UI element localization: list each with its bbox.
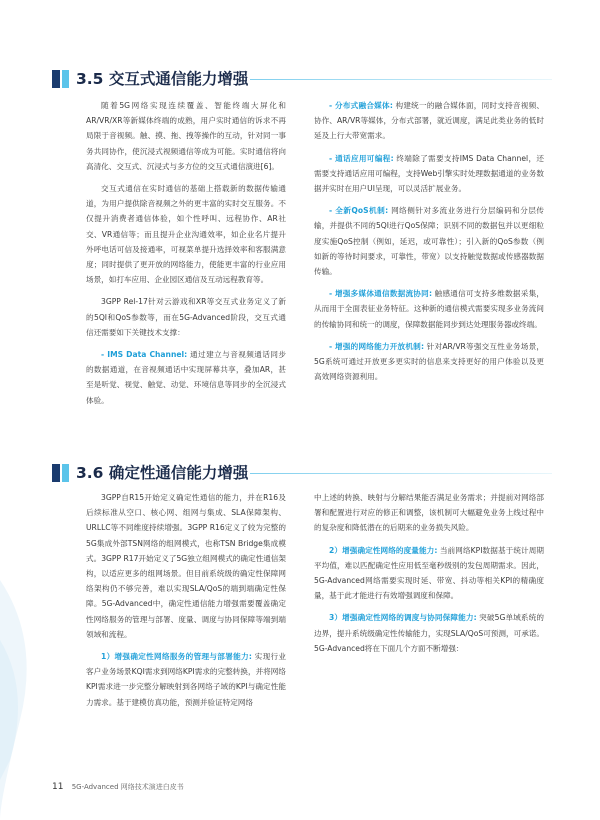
paragraph-text: 3GPP Rel-17针对云游戏和XR等交互式业务定义了新的5QI和QoS参数等，而在5G-Advanced阶段，交互式通信还需要如下关键技术支撑： xyxy=(86,297,286,337)
bullet-label: 2）增强确定性网络的度量能力: xyxy=(329,545,438,555)
section-title: 3.5 交互式通信能力增强 xyxy=(76,70,249,88)
bullet-label: - 增强多媒体通信数据流协同: xyxy=(329,289,432,299)
paragraph-text: 交互式通信在实时通信的基础上搭载新的数据传输通道，为用户提供除音视频之外的更丰富的实时交互服务。不仅提升消费者通信体验，如个性呼叫、远程协作、AR社交、VR通信等；而且提升企业沟通效率，如企业名片提升外呼电话可信及接通率，可视菜单提升选择效率和客服满意度；同时提供了更开放的网络能力，使能更丰富的行业应用场景，如打车应用、企业园区通信及互动远程教育等。 xyxy=(86,184,286,285)
paragraph xyxy=(86,98,286,174)
paragraph-text: 突破5G单域系统的边界，提升系统级确定性传输能力，实现SLA/QoS可预测，可承诺。5G-Advanced将在下面几个方面不断增强： xyxy=(314,613,544,653)
bullet-paragraph xyxy=(86,347,286,408)
page-number: 11 xyxy=(52,782,64,792)
section-title: 3.6 确定性通信能力增强 xyxy=(76,464,249,482)
heading-rule xyxy=(250,79,552,80)
bullet-paragraph xyxy=(314,98,544,144)
paragraph xyxy=(86,294,286,340)
section-3-5-left-column xyxy=(86,98,286,415)
bullet-paragraph xyxy=(314,610,544,656)
page-footer xyxy=(52,782,184,792)
paragraph-text: 通过建立与音视频通话同步的数据通道，在音视频通话中实现屏幕共享，叠加AR，甚至是听觉、视觉、触觉、动觉、环境信息等同步的全沉浸式体验。 xyxy=(86,350,286,405)
bullet-label: - 通话应用可编程: xyxy=(329,153,394,163)
paragraph-text: 实现行业客户业务场景KQI需求到网络KPI需求的完整转换，并将网络KPI需求进一步完整分解映射到各网络子域的KPI与确定性能力需求。基于建模仿真功能，预测并验证特定网络 xyxy=(86,652,286,707)
paragraph-text: 3GPP自R15开始定义确定性通信的能力，并在R16及后续标准从空口、核心网、组网与集成、SLA保障架构、URLLC等不同维度持续增强。3GPP R16定义了较为完整的5G集成外部TSN网络的组网模式，也称TSN Bridge集成模式。3GPP R17开始定义了5G独立组网模式的确定性通信架构，以适应更多的组网场景。但目前系统级的确定性保障网络架构仍不够完善，难以实现SLA/QoS的端到端确定性保障。5G-Advanced中，确定性通信能力增强需要覆盖确定性网络服务的管理与部署、度量、调度与协同保障等端到端领域和流程。 xyxy=(86,493,286,639)
paragraph xyxy=(314,490,544,536)
paragraph-text: 触感通信可支持多维数据采集，从而用于全面表征业务特征。这种新的通信模式需要实现多业务流间的传输协同和统一的调度，保障数据能同步到达处理服务器或终端。 xyxy=(314,289,544,329)
paragraph xyxy=(86,490,286,642)
paragraph-text: 构建统一的融合媒体面，同时支持音视频、协作、AR/VR等媒体，分布式部署，就近调度，满足此类业务的低时延及上行大带宽需求。 xyxy=(314,101,544,141)
section-heading-3-5 xyxy=(52,66,552,92)
paragraph-text: 终端除了需要支持IMS Data Channel，还需要支持通话应用可编程，支持Web引擎实时处理数据通道的业务数据并实时在用户UI呈现，可以灵活扩展业务。 xyxy=(314,153,544,194)
bullet-label: - 分布式融合媒体: xyxy=(329,101,393,110)
paragraph-text: 中上述的转换、映射与分解结果能否满足业务需求；并提前对网络部署和配置进行对应的修正和调整，该机制可大幅避免业务上线过程中的复杂度和降低潜在的后期来的业务损失风险。 xyxy=(314,493,544,533)
bullet-paragraph xyxy=(86,649,286,710)
paragraph-text: 针对AR/VR等强交互性业务场景，5G系统可通过开放更多更实时的信息来支持更好的用户体验以及更高效网络资源利用。 xyxy=(314,341,544,382)
bullet-paragraph xyxy=(314,339,544,385)
bullet-label: 1）增强确定性网络服务的管理与部署能力: xyxy=(101,652,252,662)
section-3-6-right-column xyxy=(314,490,544,663)
bullet-paragraph xyxy=(314,286,544,332)
bullet-label: - 全新QoS机制: xyxy=(329,206,389,216)
bullet-label: - 增强的网络能力开放机制: xyxy=(329,341,425,351)
section-3-5-right-column xyxy=(314,98,544,391)
heading-marker-dark xyxy=(52,464,60,482)
bullet-paragraph xyxy=(314,203,544,279)
heading-marker-light xyxy=(62,464,69,482)
background-wave-decoration xyxy=(0,520,80,820)
bullet-label: - IMS Data Channel: xyxy=(101,350,188,360)
heading-rule xyxy=(250,473,552,474)
document-title: 5G-Advanced 网络技术演进白皮书 xyxy=(71,783,184,791)
paragraph-text: 网络侧针对多流业务进行分层编码和分层传输，并提供不同的5QI进行QoS保障；识别不同的数据包并以更细粒度实施QoS控制（例如，延迟，或可靠性）；引入新的QoS参数（例如新的等待时间要求，可靠性，带宽）以支持触觉数据或传感器数据传输。 xyxy=(314,206,544,277)
heading-marker-light xyxy=(62,70,69,88)
bullet-paragraph xyxy=(314,543,544,604)
paragraph-text: 当前网络KPI数据基于统计周期平均值，难以匹配确定性应用低至毫秒级别的发包周期需求。因此，5G-Advanced网络需要实现时延、带宽、抖动等相关KPI的精确度量，基于此才能进行有效增强调度和保障。 xyxy=(314,545,544,601)
section-heading-3-6 xyxy=(52,460,552,486)
heading-marker-dark xyxy=(52,70,60,88)
bullet-paragraph xyxy=(314,151,544,197)
paragraph-text: 随着5G网络实现连续覆盖、智能终端大屏化和AR/VR/XR等新媒体终端的成熟，用户实时通信的诉求不再局限于音视频。触、摸、拖、拽等操作的互动，针对同一事务共同协作，使沉浸式视频通信等成为可能。实时通信将向高清化、交互式、沉浸式与多方位的交互式通信演进[6]。 xyxy=(86,101,286,171)
bullet-label: 3）增强确定性网络的调度与协同保障能力: xyxy=(329,613,477,623)
paragraph xyxy=(86,181,286,287)
section-3-6-left-column xyxy=(86,490,286,717)
